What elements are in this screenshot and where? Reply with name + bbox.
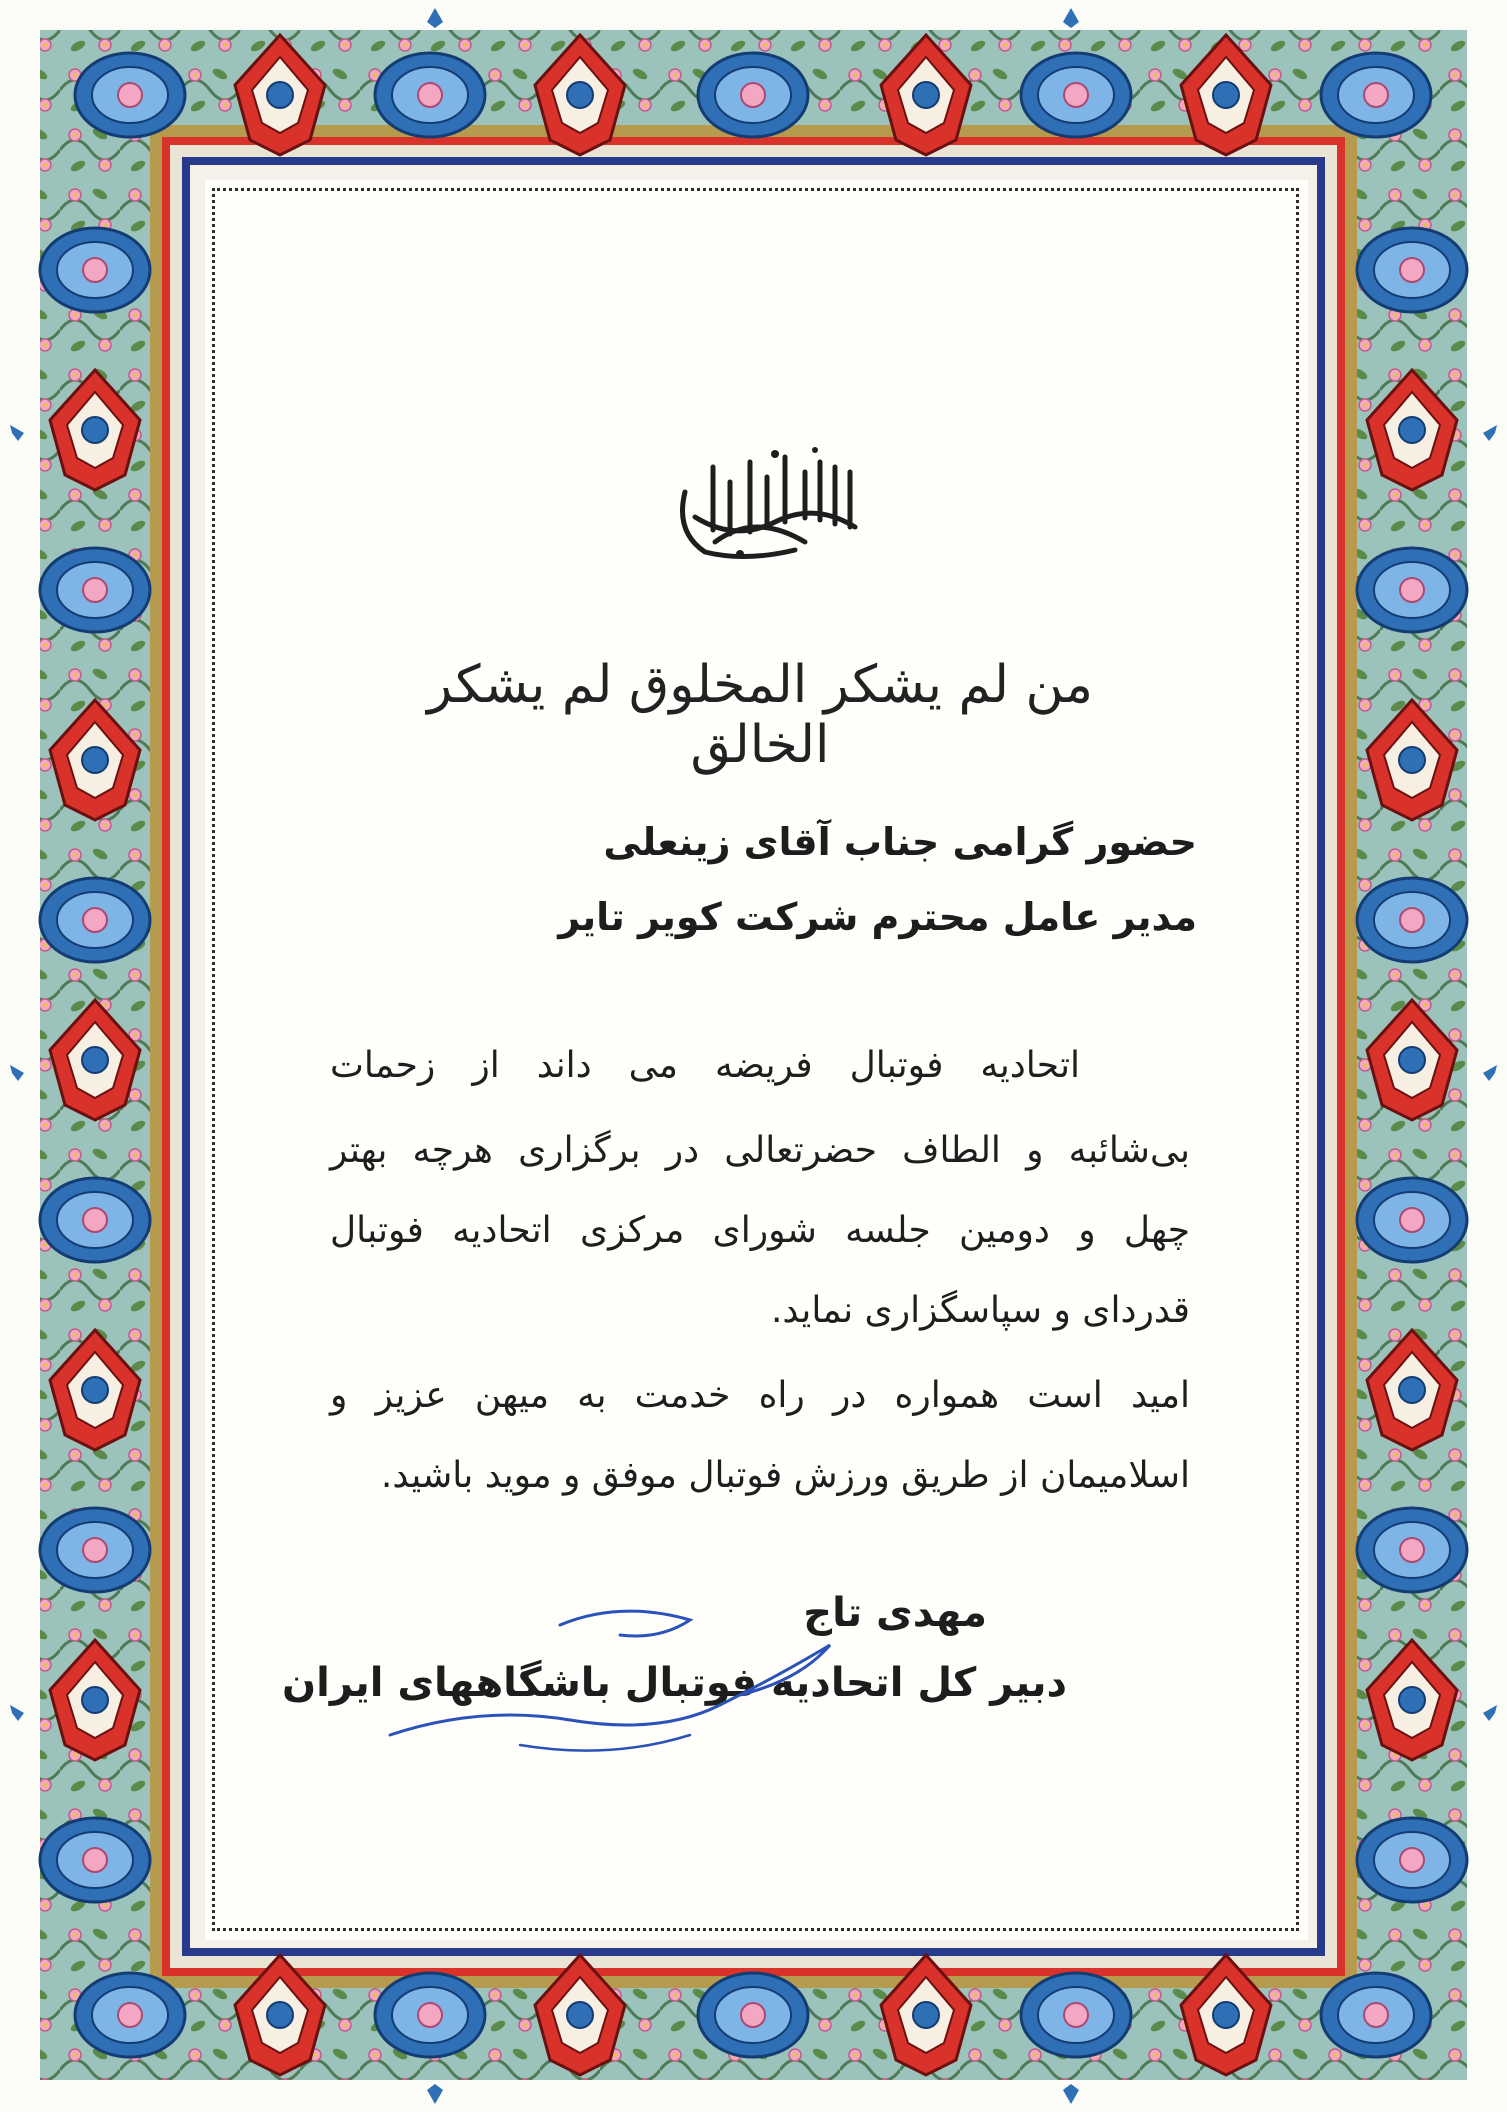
body-line: اتحادیه فوتبال فریضه می داند از زحمات — [330, 1045, 1080, 1086]
recipient-title: مدیر عامل محترم شرکت کویر تایر — [558, 895, 1197, 939]
body-line: امید است همواره در راه خدمت به میهن عزیز و — [330, 1375, 1190, 1416]
body-line: قدردای و سپاسگزاری نماید. — [770, 1290, 1190, 1331]
handwritten-signature — [360, 1585, 860, 1775]
body-line: بی‌شائبه و الطاف حضرتعالی در برگزاری هرچه بهتر — [330, 1130, 1190, 1171]
signer-title: دبیر کل اتحادیه فوتبال باشگاههای ایران — [281, 1660, 1067, 1706]
recipient-salutation: حضور گرامی جناب آقای زینعلی — [603, 820, 1197, 864]
signer-name: مهدی تاج — [803, 1590, 987, 1636]
hadith-quote: من لم یشکر المخلوق لم یشکر الخالق — [427, 655, 1093, 775]
body-line: چهل و دومین جلسه شورای مرکزی اتحادیه فوتبال — [330, 1210, 1190, 1251]
body-line: اسلامیمان از طریق ورزش فوتبال موفق و موید باشید. — [380, 1455, 1190, 1496]
basmala-text — [0, 0, 1507, 1]
basmala-calligraphy — [655, 432, 875, 572]
